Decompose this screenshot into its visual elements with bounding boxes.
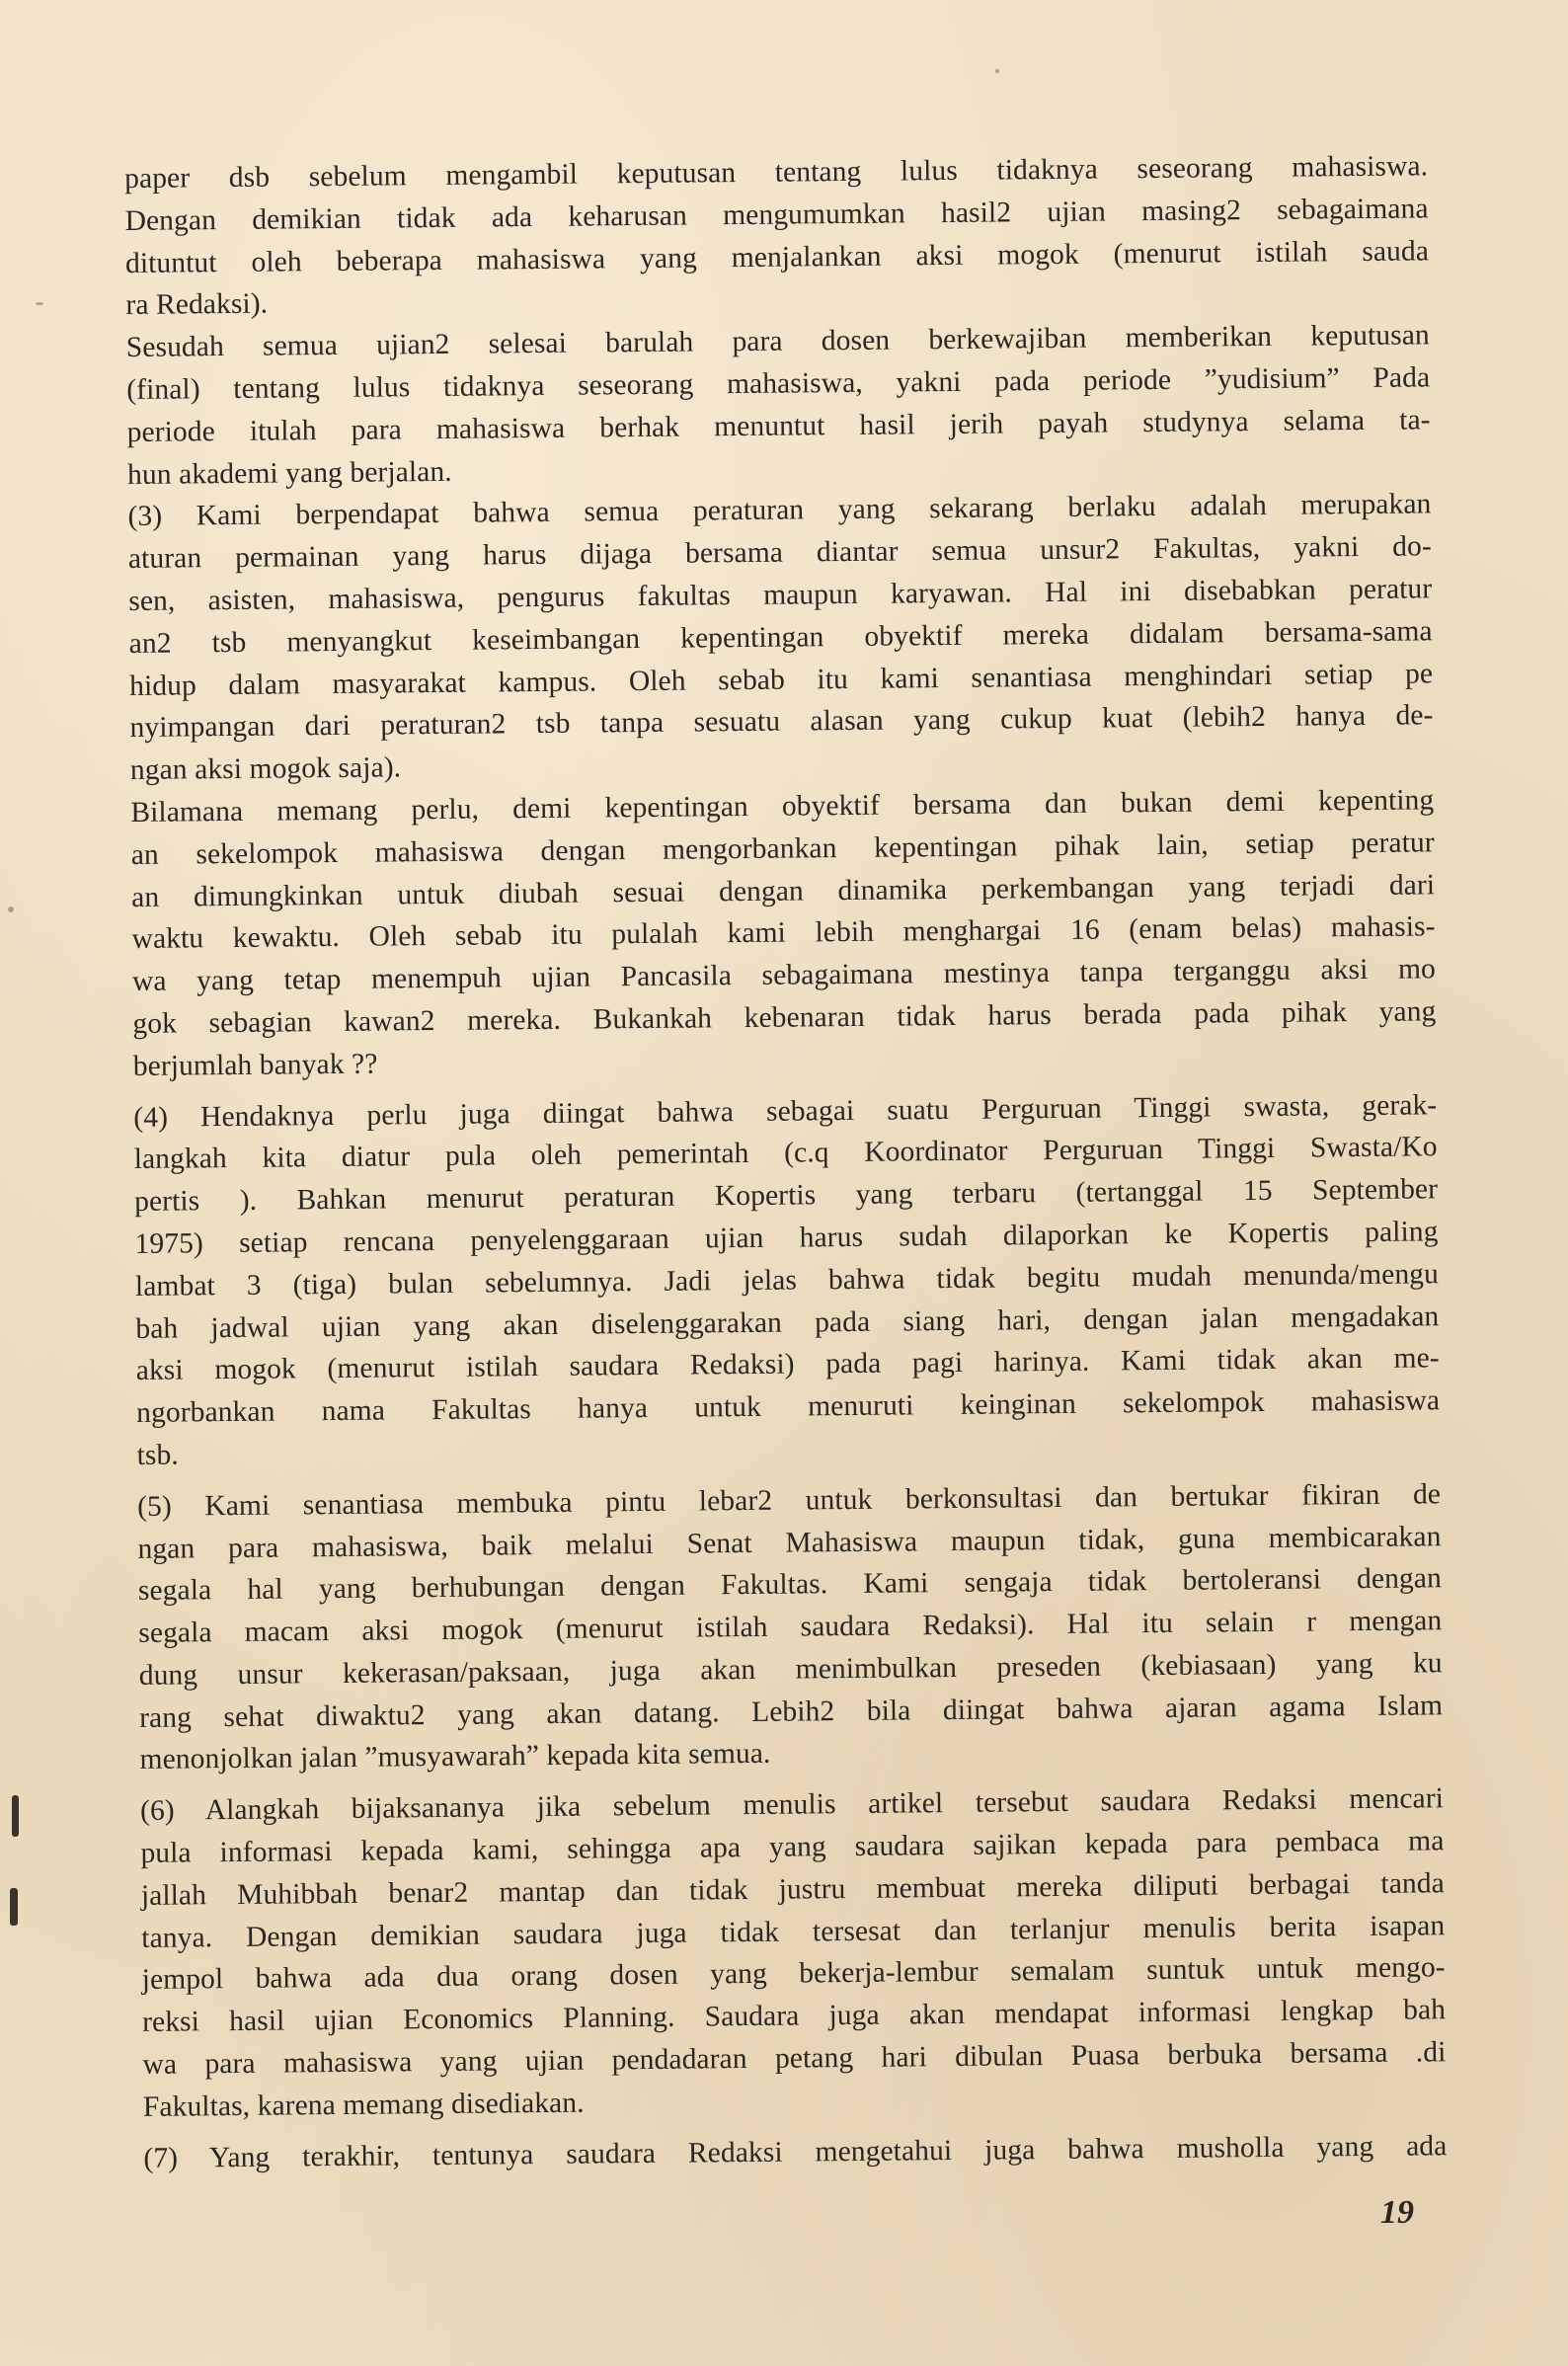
- text-line: tsb.: [136, 1439, 179, 1471]
- text-line: 1975) setiap rencana penyelenggaraan ujian harus sudah dilaporkan ke Kopertis paling: [134, 1216, 1439, 1260]
- text-line: ra Redaksi).: [125, 288, 269, 322]
- paragraph-5-start: (5) Kami senantiasa membuka pintu lebar2 untuk berkonsultasi dan bertukar fikiran de: [136, 1477, 1442, 1523]
- text-line: periode itulah para mahasiswa berhak menuntut hasil jerih payah studynya selama ta-: [126, 404, 1431, 448]
- text-line: segala hal yang berhubungan dengan Fakultas. Kami sengaja tidak bertoleransi dengan: [137, 1562, 1443, 1608]
- text-line: jallah Muhibbah benar2 mantap dan tidak justru membuat mereka diliputi berbagai tanda: [140, 1867, 1445, 1912]
- text-line: ngorbankan nama Fakultas hanya untuk menuruti keinginan sekelompok mahasiswa: [136, 1384, 1441, 1430]
- paper-speck: [995, 69, 999, 73]
- text-line: wa yang tetap menempuh ujian Pancasila sebagaimana mestinya tanpa terganggu aksi mo: [131, 953, 1437, 998]
- text-line: ngan aksi mogok saja).: [129, 751, 402, 787]
- text-line: an dimungkinkan untuk diubah sesuai dengan dinamika perkembangan yang terjadi dari: [131, 868, 1436, 913]
- binding-mark: [12, 1795, 19, 1837]
- text-line: Dengan demikian tidak ada keharusan mengumumkan hasil2 ujian masing2 sebagaimana: [124, 193, 1429, 237]
- page-number: 19: [1380, 2194, 1414, 2231]
- text-line: paper dsb sebelum mengambil keputusan tentang lulus tidaknya seseorang mahasiswa.: [124, 150, 1429, 195]
- text-line: Sesudah semua ujian2 selesai barulah para dosen berkewajiban memberikan keputusan: [125, 319, 1430, 364]
- text-line: jempol bahwa ada dua orang dosen yang bekerja-lembur semalam suntuk untuk mengo-: [141, 1951, 1446, 1997]
- text-line: dung unsur kekerasan/paksaan, juga akan menimbulkan preseden (kebiasaan) yang ku: [138, 1647, 1443, 1692]
- text-line: hun akademi yang berjalan.: [126, 455, 452, 491]
- text-line: menonjolkan jalan ”musyawarah” kepada kita semua.: [139, 1738, 771, 1776]
- text-line: reksi hasil ujian Economics Planning. Saudara juga akan mendapat informasi lengkap bah: [141, 1994, 1447, 2039]
- document-body: [124, 145, 1448, 2179]
- text-line: hidup dalam masyarakat kampus. Oleh sebab itu kami senantiasa menghindari setiap pe: [128, 657, 1434, 702]
- text-line: pertis ). Bahkan menurut peraturan Kopertis yang terbaru (tertanggal 15 September: [133, 1173, 1439, 1219]
- text-line: Bilamana memang perlu, demi kepentingan obyektif bersama dan bukan demi kepenting: [130, 784, 1435, 828]
- text-line: bah jadwal ujian yang akan diselenggarakan pada siang hari, dengan jalan mengadakan: [135, 1300, 1440, 1345]
- paper-speck: [8, 907, 14, 912]
- binding-mark: [10, 1888, 18, 1926]
- paragraph-3-start: (3) Kami berpendapat bahwa semua peraturan yang sekarang berlaku adalah merupakan: [127, 488, 1432, 533]
- paragraph-6-start: (6) Alangkah bijaksananya jika sebelum menulis artikel tersebut saudara Redaksi mencari: [139, 1782, 1445, 1828]
- text-line: nyimpangan dari peraturan2 tsb tanpa sesuatu alasan yang cukup kuat (lebih2 hanya de-: [129, 699, 1434, 745]
- text-line: an2 tsb menyangkut keseimbangan kepentingan obyektif mereka didalam bersama-sama: [128, 615, 1433, 660]
- paragraph-7-start: (7) Yang terakhir, tentunya saudara Redaksi mengetahui juga bahwa musholla yang ada: [143, 2129, 1448, 2174]
- text-line: segala macam aksi mogok (menurut istilah saudara Redaksi). Hal itu selain r mengan: [138, 1605, 1443, 1650]
- text-line: Fakultas, karena memang disediakan.: [142, 2087, 585, 2123]
- text-line: lambat 3 (tiga) bulan sebelumnya. Jadi jelas bahwa tidak begitu mudah menunda/mengu: [134, 1257, 1440, 1302]
- text-line: waktu kewaktu. Oleh sebab itu pulalah kami lebih menghargai 16 (enam belas) mahasis-: [131, 910, 1436, 956]
- text-line: sen, asisten, mahasiswa, pengurus fakultas maupun karyawan. Hal ini disebabkan peratur: [128, 573, 1433, 617]
- paper-speck: [36, 302, 43, 305]
- text-line: (final) tentang lulus tidaknya seseorang mahasiswa, yakni pada periode ”yudisium” Pada: [126, 361, 1431, 406]
- text-line: wa para mahasiswa yang ujian pendadaran petang hari dibulan Puasa berbuka bersama .di: [142, 2036, 1447, 2081]
- text-line: pula informasi kepada kami, sehingga apa yang saudara sajikan kepada para pembaca ma: [140, 1825, 1445, 1869]
- text-line: aksi mogok (menurut istilah saudara Redaksi) pada pagi harinya. Kami tidak akan me-: [135, 1342, 1440, 1387]
- text-line: dituntut oleh beberapa mahasiswa yang menjalankan aksi mogok (menurut istilah sauda: [124, 234, 1430, 279]
- text-line: gok sebagian kawan2 mereka. Bukankah kebenaran tidak harus berada pada pihak yang: [132, 995, 1437, 1040]
- text-line: berjumlah banyak ??: [132, 1048, 378, 1082]
- text-line: an sekelompok mahasiswa dengan mengorbankan kepentingan pihak lain, setiap peratur: [130, 827, 1435, 871]
- text-line: langkah kita diatur pula oleh pemerintah (c.q Koordinator Perguruan Tinggi Swasta/Ko: [133, 1131, 1438, 1176]
- text-line: rang sehat diwaktu2 yang akan datang. Lebih2 bila diingat bahwa ajaran agama Islam: [139, 1689, 1444, 1734]
- text-line: tanya. Dengan demikian saudara juga tidak tersesat dan terlanjur menulis berita isapan: [141, 1909, 1446, 1954]
- text-line: aturan permainan yang harus dijaga bersama diantar semua unsur2 Fakultas, yakni do-: [127, 530, 1432, 576]
- paragraph-4-start: (4) Hendaknya perlu juga diingat bahwa sebagai suatu Perguruan Tinggi swasta, gerak-: [133, 1088, 1438, 1134]
- text-line: ngan para mahasiswa, baik melalui Senat Mahasiswa maupun tidak, guna membicarakan: [137, 1520, 1442, 1565]
